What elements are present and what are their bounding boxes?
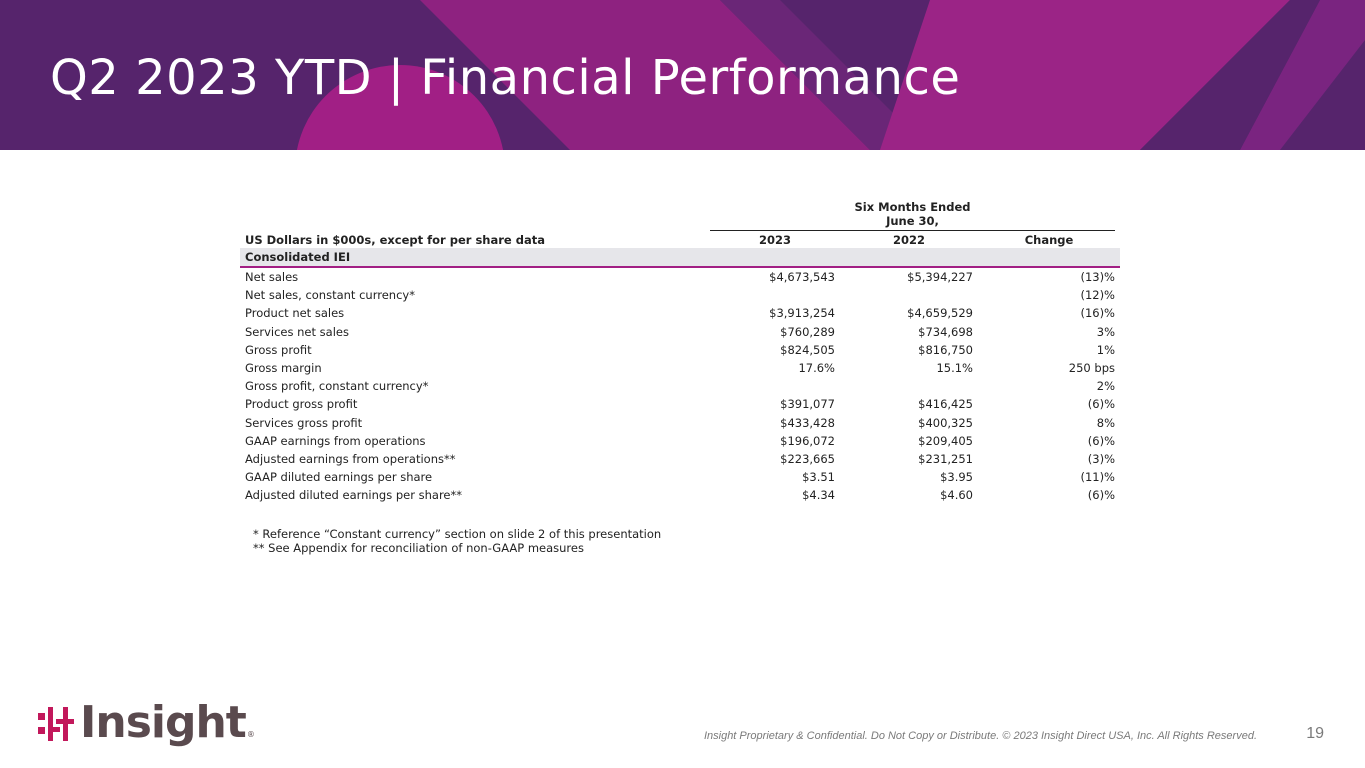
value-2022: $5,394,227 xyxy=(907,270,973,285)
footnote-1: * Reference “Constant currency” section on slide 2 of this presentation xyxy=(253,527,662,541)
table-row xyxy=(240,341,1120,359)
row-label: Services net sales xyxy=(245,324,349,339)
row-label: GAAP earnings from operations xyxy=(245,433,426,448)
row-label: Product gross profit xyxy=(245,397,358,412)
row-label: Services gross profit xyxy=(245,415,363,430)
value-2022: $3.95 xyxy=(940,470,973,485)
value-2023: $223,665 xyxy=(780,451,835,466)
insight-logo-mark-icon xyxy=(38,705,74,745)
value-change: (3)% xyxy=(1087,451,1115,466)
value-2022: $231,251 xyxy=(918,451,973,466)
registered-mark: ® xyxy=(246,730,255,739)
row-label: Net sales, constant currency* xyxy=(245,288,415,303)
row-label: Net sales xyxy=(245,270,299,285)
value-2023: $3,913,254 xyxy=(769,306,835,321)
column-header-2023: 2023 xyxy=(758,232,791,247)
value-change: 8% xyxy=(1096,415,1115,430)
column-header-change: Change xyxy=(1024,232,1074,247)
value-2022: $4.60 xyxy=(940,488,973,503)
value-2022: $816,750 xyxy=(918,342,973,357)
value-2023 xyxy=(710,286,840,304)
group-header-cell xyxy=(710,200,1115,231)
group-header-line2: June 30, xyxy=(886,214,939,228)
value-change: (11)% xyxy=(1080,470,1115,485)
table-row xyxy=(240,286,1120,304)
table-row xyxy=(240,486,1120,504)
value-2023: $3.51 xyxy=(802,470,835,485)
footnote-2: ** See Appendix for reconciliation of non-GAAP measures xyxy=(253,541,584,555)
table-row xyxy=(240,414,1120,432)
row-label: Product net sales xyxy=(245,306,345,321)
row-label: GAAP diluted earnings per share xyxy=(245,470,433,485)
insight-logo xyxy=(38,697,255,748)
value-2023: $391,077 xyxy=(780,397,835,412)
table-body xyxy=(240,267,1120,504)
table-row xyxy=(240,267,1120,286)
value-2022: $4,659,529 xyxy=(907,306,973,321)
value-2023: $4.34 xyxy=(802,488,835,503)
table-row xyxy=(240,377,1120,395)
value-2022 xyxy=(840,286,978,304)
table-row xyxy=(240,468,1120,486)
value-change: 1% xyxy=(1096,342,1115,357)
value-2022: $734,698 xyxy=(918,324,973,339)
group-header-line1: Six Months Ended xyxy=(854,200,971,214)
value-change: 3% xyxy=(1096,324,1115,339)
table-row xyxy=(240,359,1120,377)
value-2022 xyxy=(840,377,978,395)
value-2022: 15.1% xyxy=(936,361,973,376)
row-label: Gross margin xyxy=(245,361,322,376)
label-column-header: US Dollars in $000s, except for per share data xyxy=(245,232,545,247)
column-header-2022: 2022 xyxy=(892,232,925,247)
row-label: Gross profit, constant currency* xyxy=(245,379,429,394)
value-change: (6)% xyxy=(1087,433,1115,448)
value-2023: $760,289 xyxy=(780,324,835,339)
table-row xyxy=(240,432,1120,450)
value-change: (16)% xyxy=(1080,306,1115,321)
table-row xyxy=(240,395,1120,413)
six-months-ended-header xyxy=(710,200,1115,231)
section-label: Consolidated IEI xyxy=(240,248,1120,267)
value-change: (6)% xyxy=(1087,488,1115,503)
value-2023 xyxy=(710,377,840,395)
value-2022: $416,425 xyxy=(918,397,973,412)
value-change: (12)% xyxy=(1080,288,1115,303)
value-2022: $209,405 xyxy=(918,433,973,448)
confidential-notice: Insight Proprietary & Confidential. Do Not Copy or Distribute. © 2023 Insight Direct USA, Inc. All Rights Reserved. xyxy=(703,730,1257,742)
value-change: (6)% xyxy=(1087,397,1115,412)
title-banner xyxy=(0,0,1365,150)
slide-title: Q2 2023 YTD | Financial Performance xyxy=(50,50,961,106)
value-2023: 17.6% xyxy=(798,361,835,376)
table-row xyxy=(240,323,1120,341)
row-label: Adjusted diluted earnings per share** xyxy=(245,488,463,503)
value-2022: $400,325 xyxy=(918,415,973,430)
value-change: 2% xyxy=(1096,379,1115,394)
value-2023: $824,505 xyxy=(780,342,835,357)
table-row xyxy=(240,450,1120,468)
table-group-header xyxy=(240,197,1120,231)
section-row xyxy=(240,248,1120,267)
page-number: 19 xyxy=(1306,725,1324,742)
value-2023: $196,072 xyxy=(780,433,835,448)
financial-table xyxy=(240,197,1120,504)
footnotes xyxy=(253,527,661,555)
table-column-header xyxy=(240,231,1120,248)
value-change: (13)% xyxy=(1080,270,1115,285)
row-label: Adjusted earnings from operations** xyxy=(245,451,456,466)
value-2023: $4,673,543 xyxy=(769,270,835,285)
logo-wordmark: Insight xyxy=(80,697,246,748)
row-label: Gross profit xyxy=(245,342,312,357)
table-row xyxy=(240,304,1120,322)
value-change: 250 bps xyxy=(1068,361,1115,376)
value-2023: $433,428 xyxy=(780,415,835,430)
